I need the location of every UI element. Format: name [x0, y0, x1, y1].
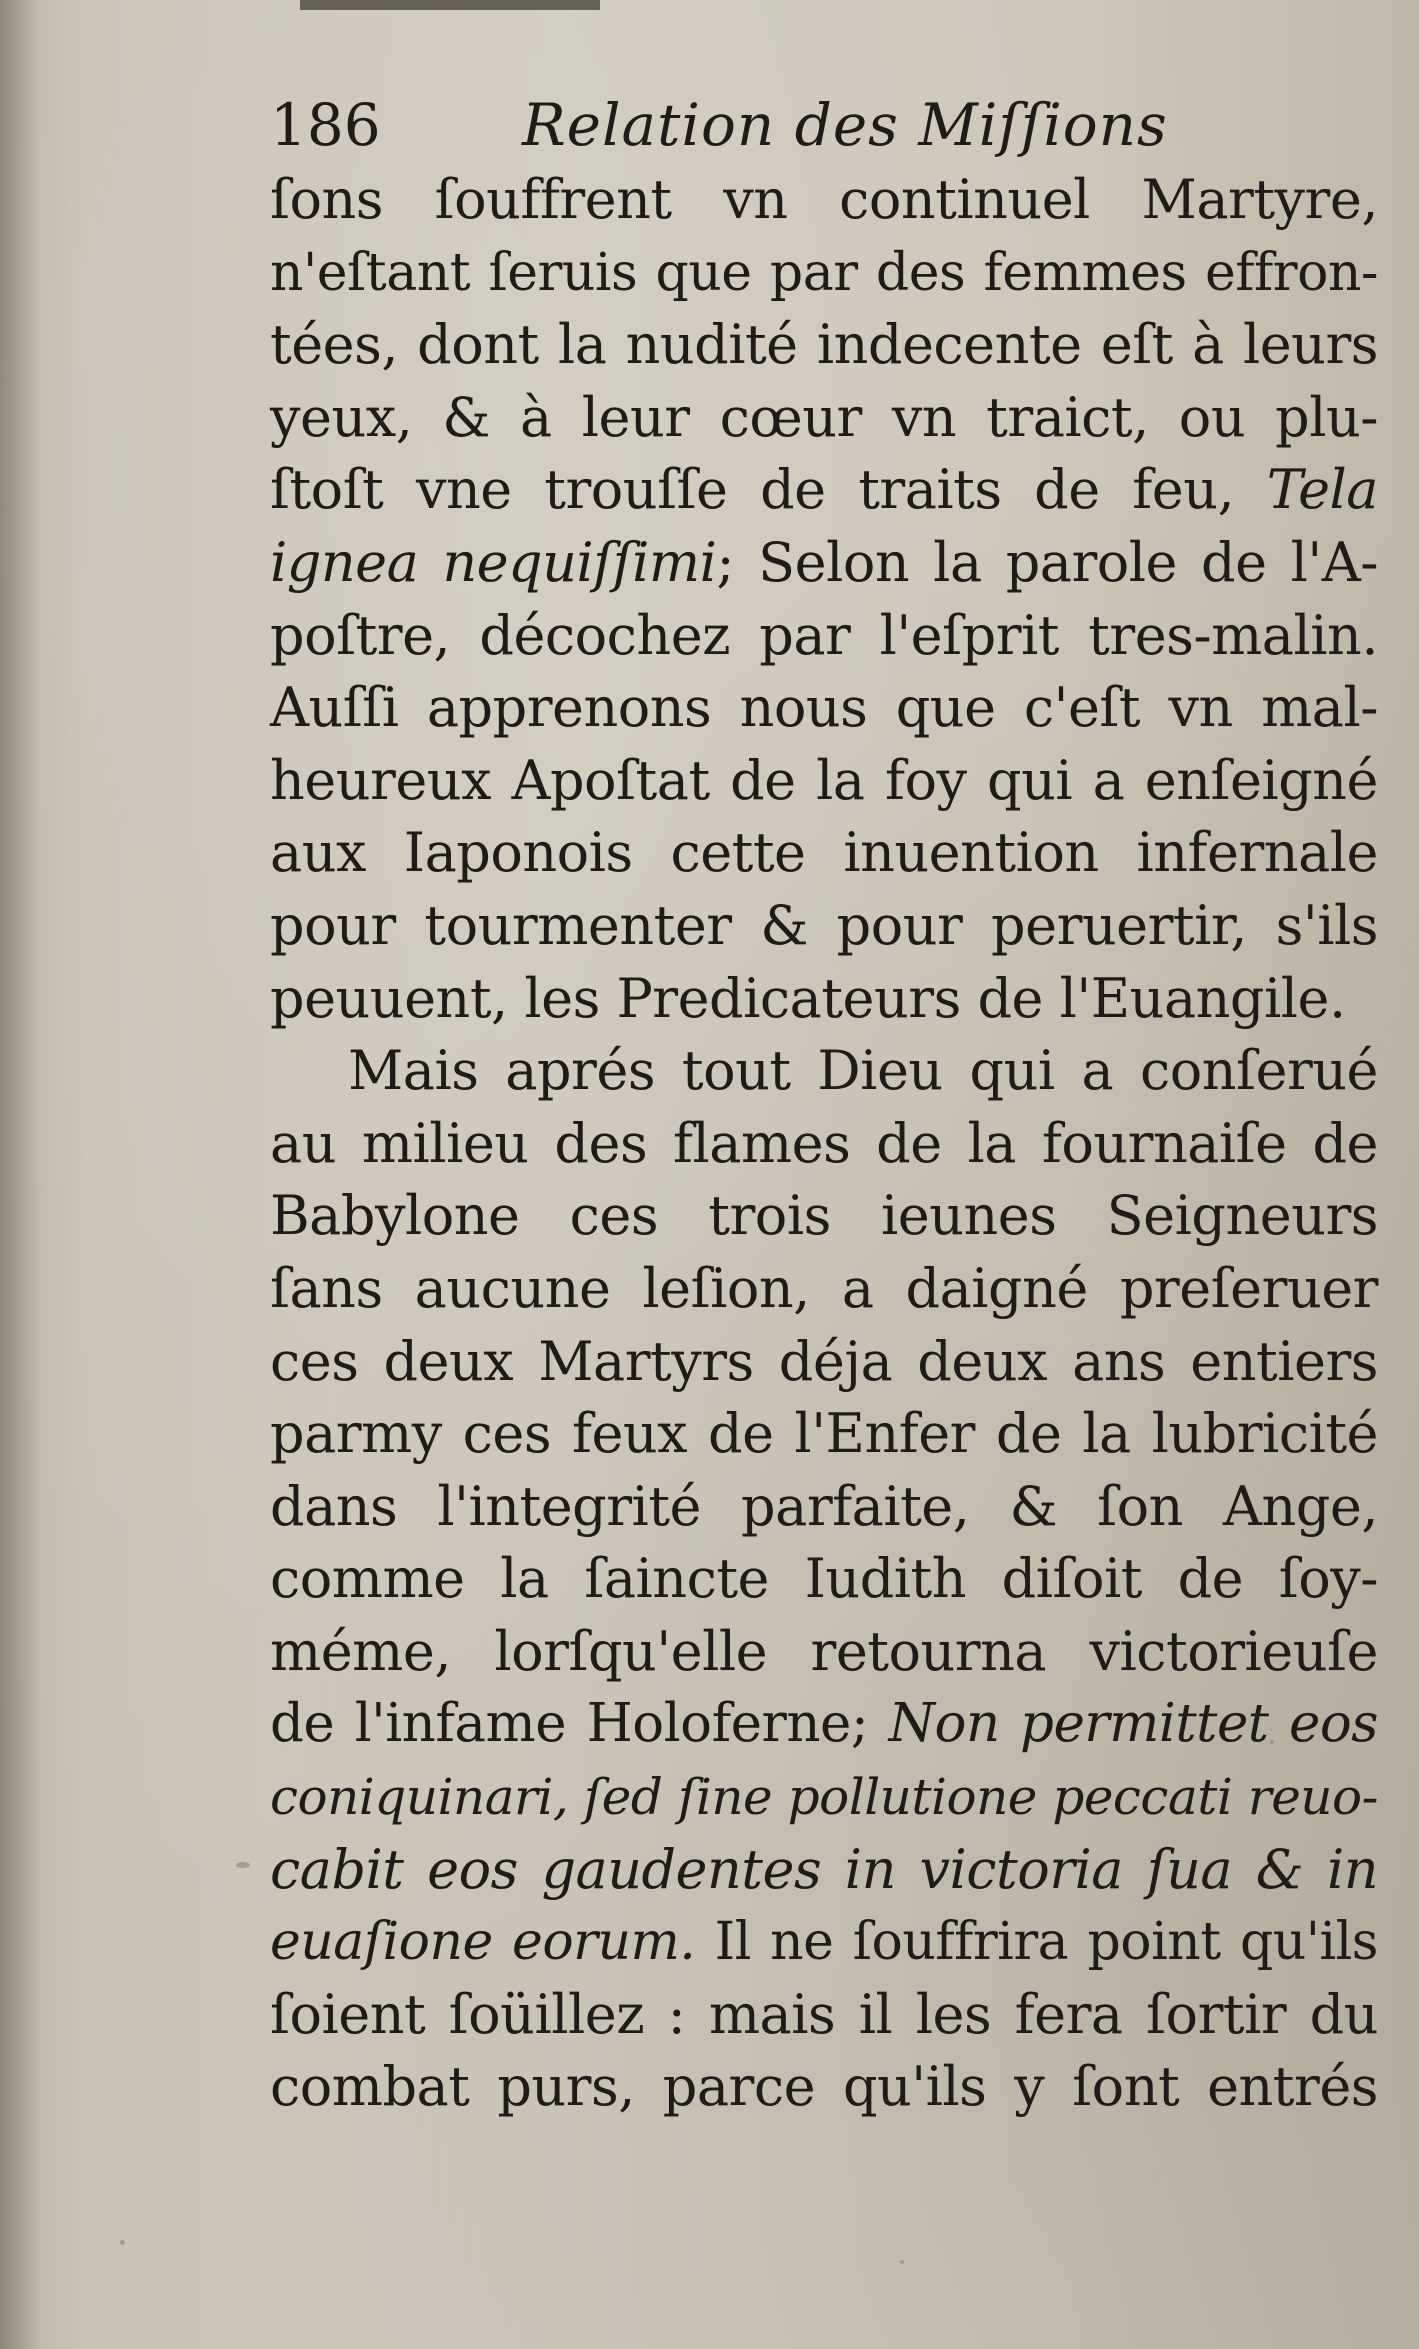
- text-line-9: heureux Apoſtat de la foy qui a enſeigné: [270, 748, 1378, 812]
- text-line-24: cabit eos gaudentes in victoria ſua & in: [270, 1837, 1378, 1901]
- text-line-23: coniquinari, ſed ſine pollutione peccati reuo-: [270, 1768, 1378, 1827]
- text-line-16: ſans aucune leſion, a daigné preſeruer: [270, 1256, 1378, 1320]
- text-line-19: dans l'integrité parfaite, & ſon Ange,: [270, 1474, 1378, 1538]
- paper-speck: [236, 1862, 250, 1868]
- text-line-6: ignea nequiſſimi; Selon la parole de l'A-: [270, 530, 1378, 594]
- text-line-13: Mais aprés tout Dieu qui a conſerué: [348, 1039, 1378, 1103]
- text-line-14: au milieu des flames de la fournaiſe de: [270, 1111, 1378, 1175]
- page-top-edge-shadow: [300, 0, 600, 10]
- text-line-20: comme la ſaincte Iudith diſoit de ſoy-: [270, 1547, 1378, 1611]
- text-line-25: euaſione eorum. Il ne ſouffrira point qu'ils: [270, 1912, 1378, 1973]
- text-line-22: de l'infame Holoferne; Non permittet eos: [270, 1693, 1379, 1755]
- running-header: [270, 86, 1378, 164]
- text-line-4: yeux, & à leur cœur vn traict, ou plu-: [270, 385, 1378, 449]
- text-block: [270, 86, 1378, 2124]
- latin-quote: Non permittet eos: [888, 1693, 1379, 1755]
- latin-quote: Tela: [1266, 458, 1378, 522]
- latin-quote: euaſione eorum.: [270, 1912, 696, 1973]
- text-line-5: ſtoſt vne trouſſe de traits de feu, Tela: [270, 458, 1378, 522]
- page-number: 186: [270, 91, 381, 159]
- text-line-1: ſons ſouffrent vn continuel Martyre,: [270, 168, 1378, 231]
- text-line-18: parmy ces feux de l'Enfer de la lubricité: [270, 1402, 1378, 1466]
- running-title: Relation des Miſſions: [522, 91, 1168, 159]
- paper-speck: [120, 2240, 125, 2245]
- text-line-12: peuuent, les Predicateurs de l'Euangile.: [270, 966, 1346, 1030]
- text-line-7: poſtre, décochez par l'eſprit tres-malin.: [270, 603, 1378, 667]
- text-line-21: méme, lorſqu'elle retourna victorieuſe: [270, 1619, 1378, 1683]
- text-line-26: ſoient ſoüillez : mais il les fera ſortir du: [270, 1982, 1378, 2046]
- text-line-11: pour tourmenter & pour peruertir, s'ils: [270, 893, 1378, 957]
- text-line-15: Babylone ces trois ieunes Seigneurs: [270, 1184, 1378, 1248]
- text-line-8: Auſſi apprenons nous que c'eſt vn mal-: [270, 676, 1378, 740]
- text-line-27: combat purs, parce qu'ils y ſont entrés: [270, 2055, 1378, 2119]
- gutter-shadow: [0, 0, 40, 2349]
- text-line-17: ces deux Martyrs déja deux ans entiers: [270, 1329, 1378, 1393]
- text-line-3: tées, dont la nudité indecente eſt à leurs: [270, 313, 1378, 377]
- text-line-10: aux Iaponois cette inuention infernale: [270, 821, 1378, 885]
- text-line-2: n'eſtant ſeruis que par des femmes effron-: [270, 242, 1378, 303]
- latin-quote: ignea nequiſſimi: [270, 530, 717, 594]
- paper-speck: [900, 2260, 904, 2264]
